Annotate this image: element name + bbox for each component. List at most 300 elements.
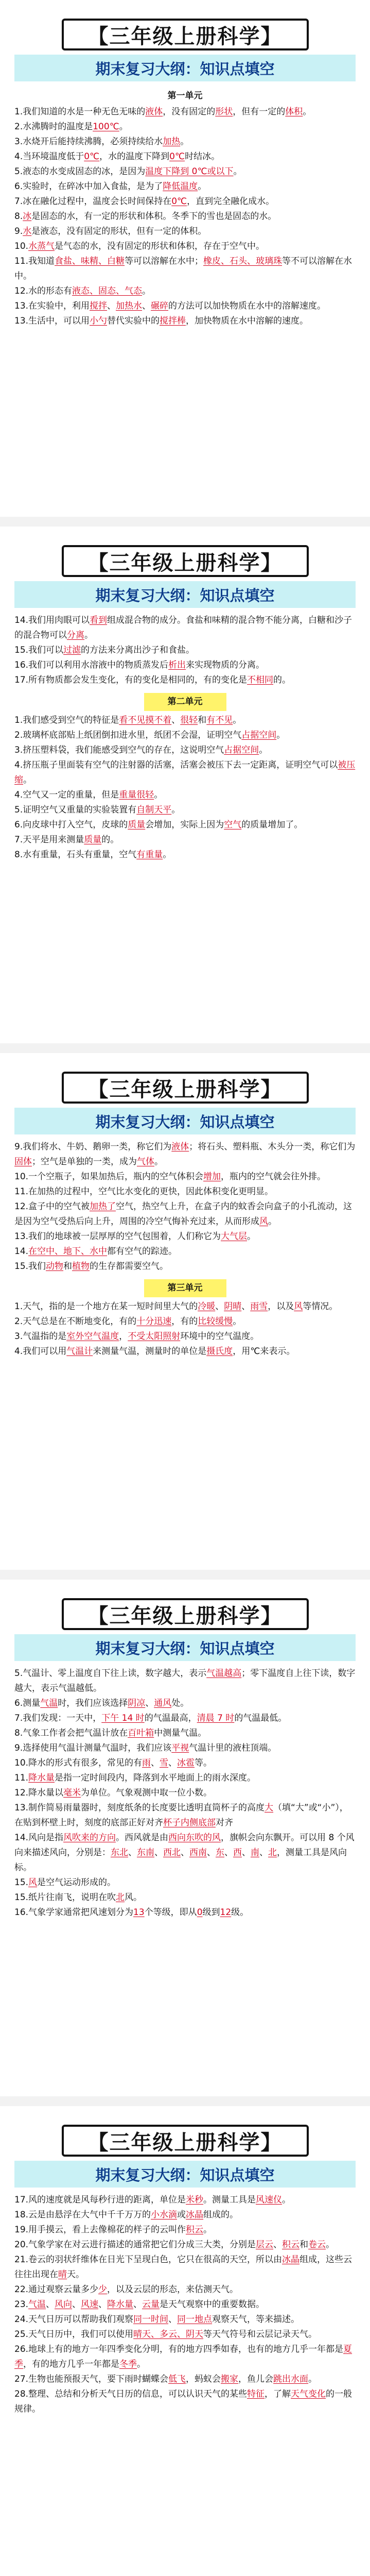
item-text: 14.风向是指 [14, 1833, 64, 1843]
knowledge-item [14, 1170, 356, 1184]
item-text: 12.降水量以 [14, 1788, 64, 1798]
answer-keyword: 水蒸气 [28, 241, 55, 251]
knowledge-item [14, 643, 356, 658]
subtitle-bar: 期末复习大纲：知识点填空 [14, 2161, 356, 2188]
answer-keyword: 0 [197, 1907, 203, 1918]
knowledge-item [14, 758, 356, 788]
knowledge-item [14, 134, 356, 149]
answer-keyword: 占据空间 [224, 745, 259, 755]
item-text: 6.测量 [14, 1698, 41, 1708]
item-text: 的生存都需要空气。 [90, 1261, 169, 1272]
item-text: 来测量气温，测量时的单位是 [93, 1346, 207, 1357]
item-text: 。 [142, 286, 151, 296]
item-text: ，加快物质在水中溶解的速度。 [186, 316, 309, 326]
answer-keyword: 大 [265, 1803, 274, 1813]
answer-keyword: 东 [216, 1848, 224, 1858]
answer-keyword: 看到 [90, 615, 108, 625]
answer-keyword: 液体 [171, 1142, 189, 1152]
item-text: 。 [84, 630, 93, 640]
item-text: 是液态，没有固定的形状，但有一定的体积。 [31, 226, 207, 236]
item-text: 的方法可以加快物质在水中的溶解速度。 [168, 301, 326, 311]
item-text: 14. [14, 1246, 29, 1257]
knowledge-item [14, 284, 356, 299]
knowledge-item [14, 1666, 356, 1696]
answer-keyword: 析出 [168, 660, 186, 670]
item-text: 。 [203, 2225, 213, 2235]
answer-keyword: 碾碎 [151, 301, 169, 311]
knowledge-item [14, 120, 356, 134]
item-text: 8.气象工作者会把气温计放在 [14, 1728, 128, 1738]
item-text: 、 [168, 1758, 178, 1768]
answer-keyword: 雨雪 [250, 1301, 268, 1312]
item-text: 天。 [67, 2269, 84, 2280]
item-text: 是空气运动形成的。 [37, 1877, 116, 1888]
item-text: ；将石头、塑料瓶、木头分一类，称它们为 [189, 1142, 356, 1152]
answer-keyword: 阴晴 [224, 1301, 242, 1312]
item-text: 。 [326, 2240, 335, 2250]
item-text: 等可以溶解在水中； [125, 256, 204, 266]
page-gap [0, 1043, 370, 1053]
answer-keyword: 冬季 [119, 2359, 137, 2369]
item-text: 、 [46, 2299, 55, 2310]
answer-keyword: 加热了 [90, 1201, 116, 1212]
answer-keyword: 下午 14 时 [101, 1713, 145, 1723]
answer-keyword: 摄氏度 [206, 1346, 233, 1357]
page-title: 【三年级上册科学】 [62, 545, 309, 577]
item-text: 10.一个空瓶子，如果加热后，瓶内的空气体积会 [14, 1172, 204, 1182]
answer-keyword: 12 [220, 1907, 232, 1918]
item-text: 、 [207, 1848, 216, 1858]
item-text: 是气态的水，没有固定的形状和体积，存在于空气中。 [55, 241, 265, 251]
item-text: 、 [107, 301, 116, 311]
answer-keyword: 有重量 [136, 850, 163, 860]
answer-keyword: 风速 [81, 2299, 99, 2310]
item-text: 、 [168, 2314, 178, 2325]
knowledge-item [14, 1726, 356, 1741]
item-text: 。 [23, 775, 32, 785]
item-text: 。 [198, 181, 207, 192]
item-text: 15.纸片往南飞，说明在吹 [14, 1892, 116, 1903]
answer-keyword: 温度下降到 0℃或以下 [145, 166, 234, 177]
knowledge-item [14, 1756, 356, 1771]
item-text: 。 [233, 166, 242, 177]
answer-keyword: 自制天平 [136, 805, 172, 815]
knowledge-item [14, 2208, 356, 2223]
knowledge-item [14, 728, 356, 743]
answer-keyword: 阴凉 [128, 1698, 146, 1708]
answer-keyword: 云量 [142, 2299, 160, 2310]
answer-keyword: 空气 [224, 820, 242, 830]
item-text: 3.水烧开后能持续沸腾，必须持续给水 [14, 137, 163, 147]
item-text: 组成混合物的成分。食盐和味精的混合物不能分离，白糖和沙子的混合物可以 [14, 615, 353, 640]
item-text: 。 [119, 122, 128, 132]
answer-keyword: 西北 [163, 1848, 181, 1858]
item-text: 、 [171, 715, 181, 725]
item-text: 17.所有物质都会发生变化，有的变化是相同的，有的变化是 [14, 675, 248, 685]
answer-keyword: 雨 [142, 1758, 151, 1768]
knowledge-item [14, 299, 356, 314]
item-text: 的气温最低。 [234, 1713, 287, 1723]
item-text: 和 [299, 2240, 309, 2250]
item-text: 5.证明空气又重量的实验装置有 [14, 805, 137, 815]
item-text: 2.天气总是在不断地变化，有的 [14, 1316, 137, 1327]
knowledge-item [14, 1696, 356, 1711]
answer-keyword: 搅拌棒 [160, 316, 186, 326]
item-text: 。 [303, 107, 312, 117]
item-text: 。 [154, 1157, 163, 1167]
answer-keyword: 动物 [46, 1261, 64, 1272]
answer-keyword: 液态、固态、气态 [72, 286, 143, 296]
unit-heading: 第二单元 [144, 693, 226, 711]
item-text: 3.挤压塑料袋，我们能感受到空气的存在，这说明空气 [14, 745, 224, 755]
item-text: 20.气象学家在对云进行描述的通常把它们分成三大类，分别是 [14, 2240, 256, 2250]
knowledge-item [14, 314, 356, 329]
knowledge-item [14, 848, 356, 862]
knowledge-item [14, 2312, 356, 2327]
answer-keyword: 百叶箱 [128, 1728, 154, 1738]
item-text: 空气，热空气上升，在盒子内的蚊香会向盒子的小孔流动，这是因为空气受热后向上升，周围的冷空气悔补充过来，从而形成 [14, 1201, 353, 1227]
item-text: 等情况。 [303, 1301, 338, 1312]
item-text: 2.玻璃杯底部贴上纸团倒扣进水里，纸团不会湿，证明空气 [14, 730, 242, 740]
item-text: 或 [177, 2210, 186, 2220]
item-list [14, 105, 356, 329]
answer-keyword: 晴 [58, 2269, 67, 2280]
item-text: 组成，这些云往往出现在 [14, 2255, 353, 2280]
knowledge-item [14, 673, 356, 688]
knowledge-item [14, 194, 356, 209]
answer-keyword: 风速仪 [256, 2195, 283, 2205]
answer-keyword: 通风 [154, 1698, 172, 1708]
answer-keyword: 小勺 [90, 316, 108, 326]
answer-keyword: 东南 [137, 1848, 154, 1858]
answer-keyword: 风 [28, 1877, 38, 1888]
item-text: 中测量气温。 [154, 1728, 207, 1738]
item-text: 6.实验时，在碎冰中加入食盐，是为了 [14, 181, 163, 192]
item-text: 15.我们 [14, 1261, 46, 1272]
knowledge-item [14, 105, 356, 120]
answer-keyword: 100℃ [93, 122, 119, 132]
knowledge-item [14, 1890, 356, 1905]
item-text: ，有的地方几乎一年都是 [23, 2359, 119, 2369]
item-text: 19.用手摸云，看上去像棉花的样子的云叫作 [14, 2225, 186, 2235]
answer-keyword: 占据空间 [241, 730, 277, 740]
knowledge-item [14, 613, 356, 643]
page-title: 【三年级上册科学】 [62, 19, 309, 50]
knowledge-item [14, 1831, 356, 1875]
answer-keyword: 0℃ [84, 151, 100, 162]
item-text: 、 [259, 1848, 268, 1858]
answer-keyword: 北 [116, 1892, 125, 1903]
item-text: 13.我们的地球被一层厚厚的空气包围着，人们称它为 [14, 1231, 221, 1242]
answer-keyword: 看不见摸不着 [119, 715, 172, 725]
item-text: 来实现物质的分离。 [186, 660, 265, 670]
item-text: ，蚂蚁会 [186, 2374, 221, 2384]
knowledge-item [14, 1801, 356, 1831]
answer-keyword: 很轻 [180, 715, 198, 725]
item-text: 的。 [101, 835, 119, 845]
item-text: 。 [233, 1316, 242, 1327]
knowledge-item [14, 658, 356, 673]
answer-keyword: 植物 [72, 1261, 90, 1272]
item-text: 。西风就是由 [116, 1833, 169, 1843]
item-text: 11.我知道 [14, 256, 55, 266]
answer-keyword: 东北 [111, 1848, 128, 1858]
page-title: 【三年级上册科学】 [62, 2125, 309, 2157]
item-text: ，用℃来表示。 [233, 1346, 295, 1357]
item-text: 23. [14, 2299, 29, 2310]
answer-keyword: 冷暖 [198, 1301, 216, 1312]
answer-keyword: 毫米 [63, 1788, 81, 1798]
item-text: 。 [308, 2374, 318, 2384]
answer-keyword: 杯子内侧底部 [163, 1818, 216, 1828]
subtitle-bar: 期末复习大纲：知识点填空 [14, 1634, 356, 1661]
answer-keyword: 过滤 [63, 645, 81, 655]
answer-keyword: 被压缩 [14, 760, 356, 785]
item-text: 17.风的速度就是风每秒行进的距离，单位是 [14, 2195, 186, 2205]
item-text: ，鱼儿会 [238, 2374, 274, 2384]
answer-keyword: 风吹来的方向 [63, 1833, 116, 1843]
item-text: 、 [215, 1301, 224, 1312]
item-text: 9.选择使用气温计测量气温时，我们应该 [14, 1743, 172, 1753]
item-text: 时结冰。 [185, 151, 220, 162]
answer-keyword: 不受太阳照射 [128, 1331, 181, 1342]
answer-keyword: 大气层 [221, 1231, 248, 1242]
answer-keyword: 气温计 [66, 1346, 93, 1357]
item-text: 5.气温计、零上温度自下往上读，数字越大，表示 [14, 1668, 207, 1679]
item-text: 级到 [202, 1907, 220, 1918]
item-text: ，了解 [265, 2389, 291, 2399]
item-text: 为单位。气象观测中取一位小数。 [81, 1788, 213, 1798]
item-text: 替代实验中的 [107, 316, 160, 326]
item-text: 、 [242, 1848, 251, 1858]
item-text: ，有的 [171, 1316, 198, 1327]
item-text: ，瓶内的空气就会往外排。 [221, 1172, 326, 1182]
answer-keyword: 气温越高 [206, 1668, 242, 1679]
page-p2 [0, 527, 370, 1043]
unit-heading: 第三单元 [144, 1279, 226, 1297]
item-text: 。 [137, 2359, 146, 2369]
knowledge-item [14, 743, 356, 758]
knowledge-item [14, 788, 356, 803]
item-text: 气温计里的液柱顶端。 [189, 1743, 277, 1753]
item-text: 。 [180, 137, 189, 147]
knowledge-item [14, 1299, 356, 1314]
item-text: 4.挤压瓶子里面装有空气的注射器的活塞，活塞会被压下去一定距离，证明空气可以 [14, 760, 338, 770]
item-text: 10. [14, 241, 29, 251]
item-text: 的。 [273, 675, 291, 685]
item-text: 1.天气，指的是一个地方在某一短时间里大气的 [14, 1301, 198, 1312]
item-text: 观察天气，等来描述。 [212, 2314, 300, 2325]
item-text: 。 [259, 745, 268, 755]
item-list [14, 1666, 356, 1920]
item-list [14, 1140, 356, 1359]
item-text: ，没有固定的 [163, 107, 216, 117]
item-text: 和 [198, 715, 207, 725]
item-text: ，测量工具是风向标。 [14, 1848, 347, 1873]
knowledge-item [14, 2193, 356, 2208]
page-p5 [0, 2106, 370, 2576]
answer-keyword: 夏季 [14, 2344, 353, 2369]
answer-keyword: 卷云 [308, 2240, 326, 2250]
item-text: 8. [14, 211, 23, 222]
knowledge-item [14, 2238, 356, 2252]
knowledge-item [14, 1786, 356, 1801]
item-text: 是固态的水，有一定的形状和体积。冬季下的雪也是固态的水。 [31, 211, 277, 222]
item-text: 12.水的形态有 [14, 286, 73, 296]
item-text: 13.制作简易雨量器时，刻度纸条的长度要比透明直筒杯子的高度 [14, 1803, 265, 1813]
knowledge-item [14, 1329, 356, 1344]
item-text: 等不可以溶解在水中。 [14, 256, 353, 281]
answer-keyword: 北 [268, 1848, 277, 1858]
knowledge-item [14, 818, 356, 833]
item-text: （填“大”或“小”），在贴到杯壁上时，刻度的底部正好对齐 [14, 1803, 348, 1828]
item-text: 15. [14, 1877, 29, 1888]
answer-keyword: 小水滴 [151, 2210, 178, 2220]
answer-keyword: 同一地点 [177, 2314, 213, 2325]
knowledge-item [14, 1140, 356, 1170]
item-text: 16.气象学家通常把风速划分为 [14, 1907, 134, 1918]
item-text: 。 [154, 790, 163, 800]
answer-keyword: 体积 [285, 107, 303, 117]
answer-keyword: 0℃ [171, 196, 187, 207]
item-text: 风。 [125, 1892, 143, 1903]
item-text: 组成的。 [203, 2210, 239, 2220]
item-text: 4.空气又一定的重量，但是 [14, 790, 119, 800]
knowledge-item [14, 224, 356, 239]
subtitle-bar: 期末复习大纲：知识点填空 [14, 581, 356, 608]
item-text: 、 [72, 2299, 81, 2310]
item-text: 26.地球上有的地方一年四季变化分明，有的地方四季如春，也有的地方几乎一年都是 [14, 2344, 344, 2354]
answer-keyword: 水 [23, 226, 32, 236]
answer-keyword: 米秒 [186, 2195, 204, 2205]
item-text: 。 [276, 730, 286, 740]
item-text: 13.生活中，可以用 [14, 316, 90, 326]
item-text: 11. [14, 1773, 29, 1783]
item-text: 4.我们可以用 [14, 1346, 67, 1357]
knowledge-item [14, 1711, 356, 1726]
answer-keyword: 不相同 [247, 675, 274, 685]
knowledge-item [14, 1199, 356, 1229]
answer-keyword: 风向 [55, 2299, 73, 2310]
item-text: 个等级，即从 [144, 1907, 197, 1918]
knowledge-item [14, 1771, 356, 1786]
knowledge-item [14, 2387, 356, 2417]
item-text: 12.盒子中的空气被 [14, 1201, 90, 1212]
knowledge-item [14, 833, 356, 848]
item-list [14, 2193, 356, 2417]
item-text: 、 [151, 1758, 160, 1768]
answer-keyword: 质量 [84, 835, 102, 845]
answer-keyword: 加热水 [116, 301, 143, 311]
item-text: 5.液态的水变成固态的冰，是因为 [14, 166, 146, 177]
item-text: 是天气观察中的重要数据。 [160, 2299, 265, 2310]
answer-keyword: 分离 [67, 630, 84, 640]
item-text: 时，我们应该选择 [58, 1698, 128, 1708]
knowledge-item [14, 239, 356, 254]
item-text: 的方法来分离出沙子和食盐。 [81, 645, 195, 655]
knowledge-item [14, 1259, 356, 1274]
page-p1 [0, 0, 370, 517]
answer-keyword: 气温 [28, 2299, 46, 2310]
item-text: 7.我们发现：一天中， [14, 1713, 102, 1723]
knowledge-item [14, 2282, 356, 2297]
item-text: 1.我们知道的水是一种无色无味的 [14, 107, 146, 117]
answer-keyword: 搅拌 [90, 301, 108, 311]
answer-keyword: 液体 [145, 107, 163, 117]
page-p4 [0, 1580, 370, 2096]
answer-keyword: 比较缓慢 [198, 1316, 233, 1327]
knowledge-item [14, 1184, 356, 1199]
item-text: 9. [14, 226, 23, 236]
item-text: 等天气符号和云层记录天气。 [203, 2329, 318, 2340]
answer-keyword: 南 [251, 1848, 259, 1858]
unit-heading: 第一单元 [167, 91, 203, 101]
knowledge-item [14, 1875, 356, 1890]
knowledge-item [14, 1229, 356, 1244]
answer-keyword: 跳出水面 [273, 2374, 309, 2384]
knowledge-item [14, 254, 356, 284]
answer-keyword: 同一时间 [133, 2314, 169, 2325]
answer-keyword: 冰晶 [186, 2210, 204, 2220]
item-text: 14.我们用肉眼可以 [14, 615, 90, 625]
item-text: 2.水沸腾时的温度是 [14, 122, 93, 132]
item-text: 、 [224, 1848, 233, 1858]
item-text: 、 [145, 1698, 154, 1708]
item-text: 3.气温指的是 [14, 1331, 67, 1342]
answer-keyword: 降水量 [28, 1773, 55, 1783]
answer-keyword: 增加 [203, 1172, 221, 1182]
answer-keyword: 积云 [282, 2240, 300, 2250]
knowledge-item [14, 1244, 356, 1259]
item-text: 、 [142, 301, 151, 311]
item-text: 13.在实验中，利用 [14, 301, 90, 311]
page-p3 [0, 1053, 370, 1570]
item-text: ；空气是单独的一类，成为 [32, 1157, 137, 1167]
knowledge-item [14, 1905, 356, 1920]
page-gap [0, 2096, 370, 2106]
item-text: 都有空气的踪迹。 [107, 1246, 178, 1257]
item-text: 。测量工具是 [203, 2195, 256, 2205]
knowledge-item [14, 2342, 356, 2372]
knowledge-item [14, 209, 356, 224]
item-text: 15.我们可以 [14, 645, 64, 655]
answer-keyword: 降水量 [107, 2299, 134, 2310]
knowledge-item [14, 149, 356, 164]
item-text: 。 [247, 1231, 256, 1242]
item-text: 6.向皮球中打入空气，皮球的 [14, 820, 128, 830]
knowledge-item [14, 1741, 356, 1756]
item-text: 环境中的空气温度。 [180, 1331, 259, 1342]
item-text: 22.通过观察云量多少 [14, 2284, 99, 2295]
answer-keyword: 重量很轻 [119, 790, 154, 800]
item-text: 、 [181, 1848, 189, 1858]
answer-keyword: 少 [98, 2284, 108, 2295]
answer-keyword: 食盐、味精、白糖 [55, 256, 125, 266]
page-gap [0, 1570, 370, 1580]
item-text: 、 [128, 1848, 137, 1858]
item-text: 的气温最高， [144, 1713, 197, 1723]
item-text: 7.天平是用来测量 [14, 835, 84, 845]
answer-keyword: 有不见 [206, 715, 233, 725]
item-text: 、 [273, 2240, 283, 2250]
item-text: ，以及云层的形态，来估测天气。 [107, 2284, 239, 2295]
item-text: 25.天气日历中，我们可以使用 [14, 2329, 134, 2340]
answer-keyword: 0℃ [169, 151, 185, 162]
answer-keyword: 天气变化 [291, 2389, 326, 2399]
item-text: ，旗帜会向东飘开。可以用 8 个风向来描述风向，分别是： [14, 1833, 355, 1858]
answer-keyword: 在空中、地下、水中 [28, 1246, 108, 1257]
answer-keyword: 13 [133, 1907, 145, 1918]
